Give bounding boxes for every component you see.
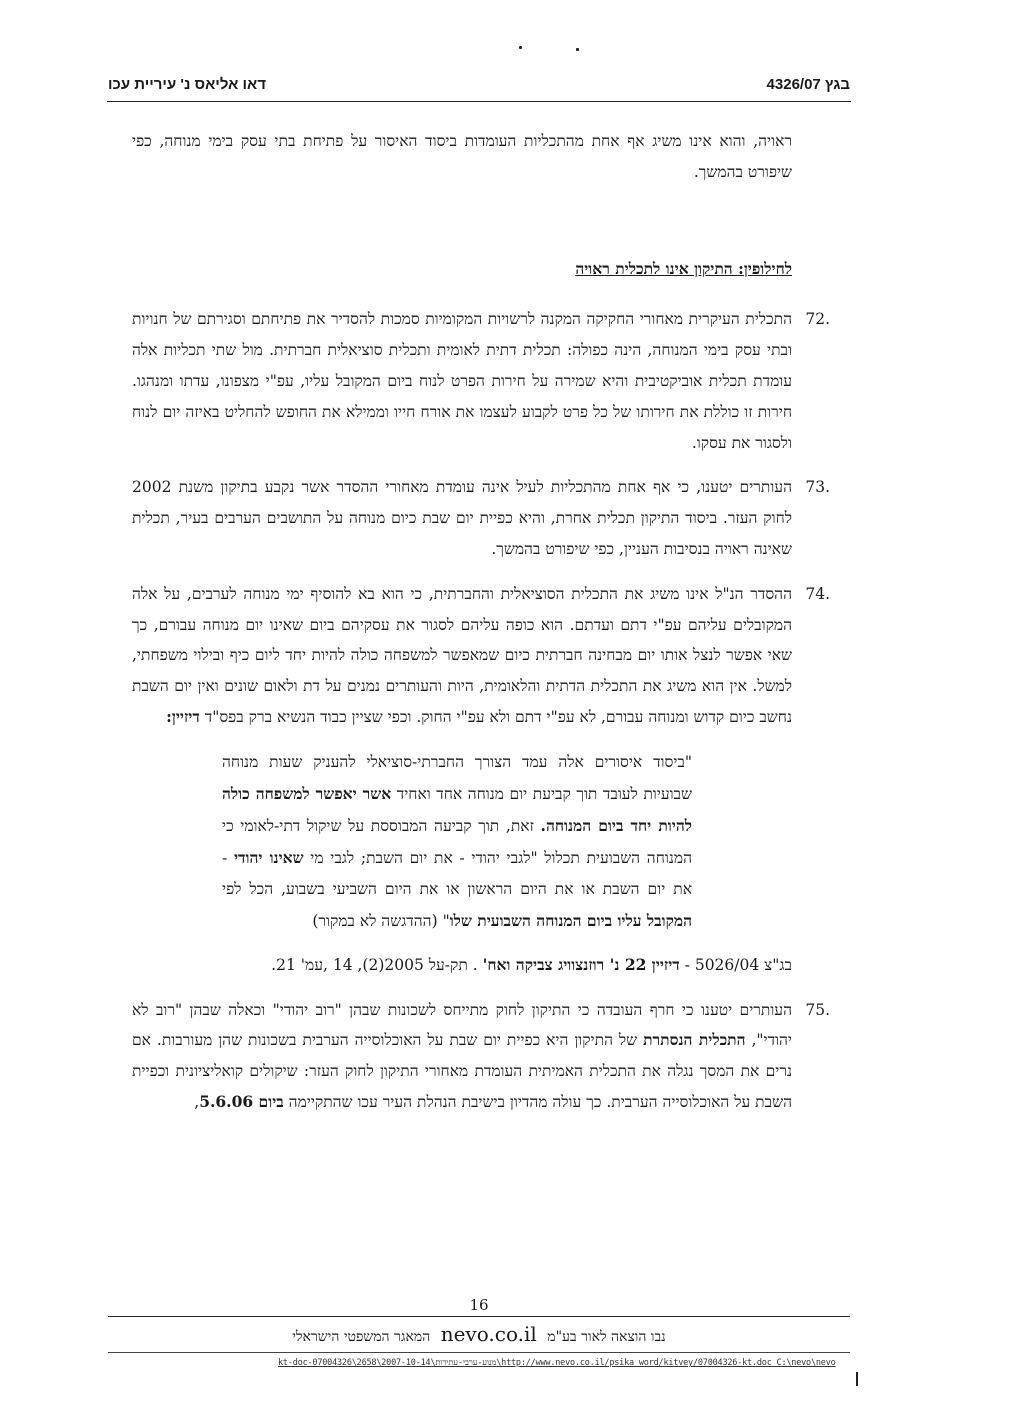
paragraph-text: , [194, 1092, 200, 1111]
page-footer [108, 1296, 850, 1396]
paragraph-text: של התיקון היא כפיית יום שבת על האוכלוסייה הערבית בשכונות שהן מעורבות. אם נרים את המסך נגלה את התכלית האמיתית העומדת מאחורי התיקון לחוק העזר: שיקולים קואליציונית וכפיית השבת על האוכלוסייה הערבית. כך עולה מהדיון בישיבת הנהלת העיר עכו שהתקיימה [132, 1031, 792, 1111]
citation-prefix: בג"צ 5026/04 - [679, 955, 792, 974]
paragraph-72 [132, 304, 830, 458]
header-case-number: בגץ 4326/07 [766, 76, 850, 93]
quote-text: זאת, תוך קביעה המבוססת על שיקול דתי-לאומי כי המנוחה השבועית תכלול "לגבי יהודי - את יום השבת; לגבי מי [222, 816, 693, 867]
paragraph-number: 73. [805, 478, 830, 497]
publisher-tagline: המאגר המשפטי הישראלי [292, 1329, 431, 1345]
quote-emphasis: המקובל עליו ביום המנוחה השבועית שלו [449, 910, 692, 930]
citation-case-name: דיזיין 22 נ' רוזנצוויג צביקה ואח' [482, 954, 680, 974]
quote-text: " (ההדגשה לא במקור) [312, 911, 450, 930]
header-case-title: דאו אליאס נ' עיריית עכו [108, 76, 266, 93]
path-divider [108, 1352, 850, 1353]
paragraph-text: ההסדר הנ"ל אינו משיג את התכלית הסוציאלית והחברתית, כי הוא בא להוסיף ימי מנוחה לערבים, על אלה המקובלים עליהם עפ"י דתם ועדתם. הוא כופה עליהם לסגור את עסקיהם ביום שאינו יום מנוחה עבורם, כך שאי אפשר לנצל אותו יום מבחינה חברתית כיום שמאפשר למשפחה כולה להיות יחד ליום כיף ובילוי משפחתי, למשל. אין הוא משיג את התכלית הדתית והלאומית, היות והעותרים נמנים על דת ולאום שונים ואין יום השבת נחשב כיום קדוש ומנוחה עבורם, לא עפ"י דתם ולא עפ"י החוק. וכפי שציין כבוד הנשיא ברק בפס"ד [132, 584, 792, 726]
section-heading: לחילופין: התיקון אינו לתכלית ראויה [575, 258, 792, 278]
publisher-site: nevo.co.il [440, 1322, 537, 1346]
quote-text: - את יום השבת או את היום הראשון או את היום השביעי בשבוע, הכל לפי [222, 848, 692, 898]
header-divider [107, 101, 851, 102]
paragraph-75 [132, 995, 830, 1118]
block-quote [222, 747, 692, 937]
margin-mark [856, 1372, 858, 1386]
footer-divider [108, 1316, 850, 1317]
page-number: 16 [469, 1296, 489, 1314]
citation-suffix: . תק-על 2005(2), 14 ,עמ' 21. [271, 955, 483, 974]
paragraph-text: העותרים יטענו כי חרף העובדה כי התיקון לחוק מתייחס לשכונות שבהן "רוב יהודי" וכאלה שבהן "רוב לא יהודי", [132, 1000, 792, 1050]
paragraph-text: התכלית העיקרית מאחורי החקיקה המקנה לרשויות המקומיות סמכות להסדיר את פתיחתם וסגירתם של חנויות ובתי עסק בימי המנוחה, הינה כפולה: תכלית דתית לאומית ותכלית סוציאלית חברתית. מול שתי תכליות אלה עומדת תכלית אוביקטיבית והיא שמירה על חירות הפרט לנוח ביום המקובל עליו, עפ"י מצפונו, עדתו ומנהגו. חירות זו כוללת את חירותו של כל פרט לקבוע לעצמו את אורח חייו וממילא את החופש להחליט באיזה יום לנוח ולסגור את עסקו. [132, 310, 792, 452]
paragraph-number: 75. [805, 1000, 830, 1019]
paragraph-73 [132, 472, 830, 564]
intro-paragraph: ראויה, והוא אינו משיג אף אחת מהתכליות העומדות ביסוד האיסור על פתיחת בתי עסק בימי מנוחה, כפי שיפורט בהמשך. [132, 132, 792, 181]
scan-speck [576, 48, 579, 51]
publisher-line [108, 1322, 850, 1346]
paragraph-emphasis: התכלית הנסתרת [643, 1030, 746, 1050]
paragraph-number: 72. [805, 310, 830, 329]
file-path: kt-doc-07004326\2658\2007-10-14\מנוע-ערבי-עתירות\http://www.nevo.co.il/psika_word/kitvey/07004326-kt.doc C:\nevo\nevo [278, 1358, 836, 1368]
publisher-name: נבו הוצאה לאור בע"מ [547, 1329, 666, 1345]
case-name-bold: דיזיין: [166, 706, 200, 726]
quote-emphasis: אשר יאפשר למשפחה כולה להיות יחד ביום המנוחה. [222, 783, 692, 835]
paragraph-emphasis: ביום 5.6.06 [199, 1091, 284, 1111]
paragraph-text: העותרים יטענו, כי אף אחת מהתכליות לעיל אינה עומדת מאחורי ההסדר אשר נקבע בתיקון משנת 2002 לחוק העזר. ביסוד התיקון תכלית אחרת, והיא כפיית יום שבת כיום מנוחה על התושבים הערבים בעיר, תכלית שאינה ראויה בנסיבות העניין, כפי שיפורט בהמשך. [132, 478, 792, 558]
paragraph-number: 74. [805, 584, 830, 603]
quote-emphasis: שאינו יהודי [233, 847, 304, 867]
scan-speck [519, 46, 522, 49]
paragraph-74 [132, 579, 830, 733]
page-header [108, 76, 850, 96]
case-citation [132, 950, 792, 981]
document-body [132, 126, 830, 1132]
quote-text: "ביסוד איסורים אלה עמד הצורך החברתי-סוציאלי להעניק שעות מנוחה שבועיות לעובד תוך קביעת יום מנוחה אחד ואחיד [222, 752, 693, 803]
